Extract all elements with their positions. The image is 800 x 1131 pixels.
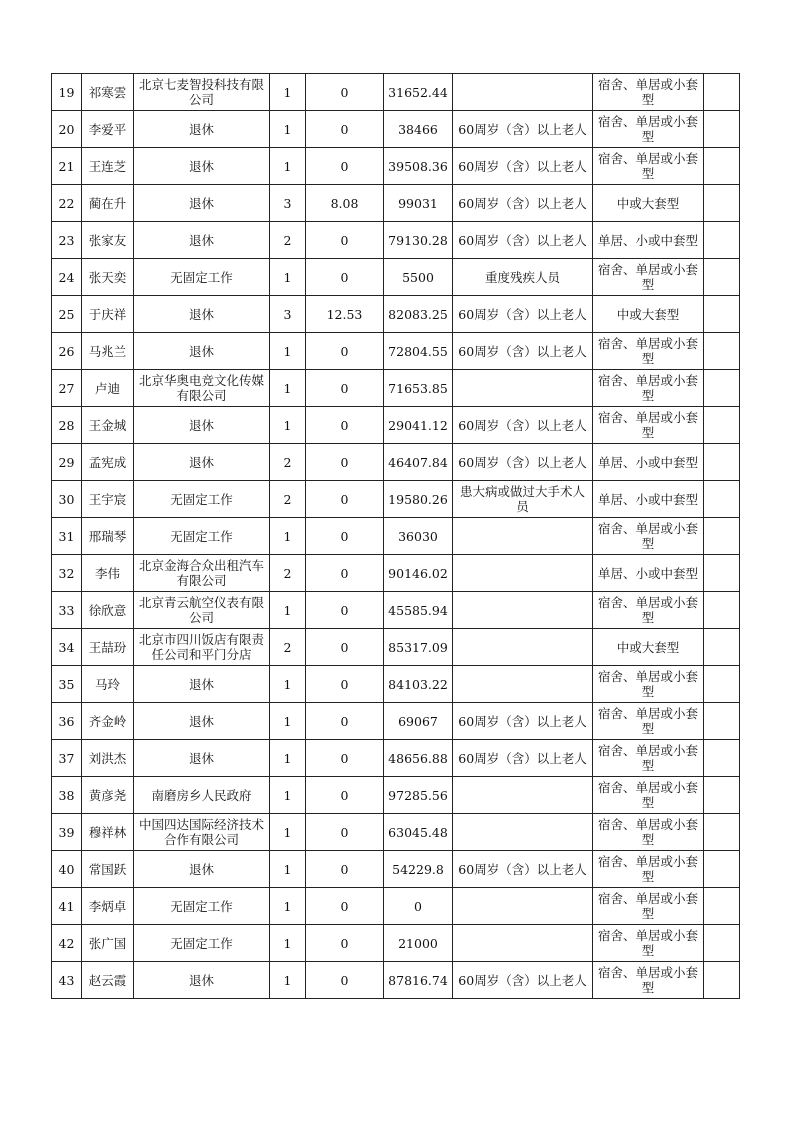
family-members-cell: 1 <box>270 148 306 185</box>
housing-type-cell: 宿舍、单居或小套型 <box>593 407 704 444</box>
income-cell: 79130.28 <box>384 222 453 259</box>
remark-cell <box>704 148 740 185</box>
row-number-cell: 40 <box>52 851 82 888</box>
housing-area-cell: 0 <box>306 111 384 148</box>
name-cell: 王宇宸 <box>82 481 134 518</box>
priority-category-cell: 60周岁（含）以上老人 <box>453 962 593 999</box>
family-members-cell: 2 <box>270 444 306 481</box>
name-cell: 张天奕 <box>82 259 134 296</box>
housing-area-cell: 0 <box>306 925 384 962</box>
family-members-cell: 1 <box>270 740 306 777</box>
housing-area-cell: 0 <box>306 703 384 740</box>
name-cell: 徐欣意 <box>82 592 134 629</box>
priority-category-cell: 60周岁（含）以上老人 <box>453 703 593 740</box>
remark-cell <box>704 333 740 370</box>
work-unit-cell: 无固定工作 <box>134 259 270 296</box>
row-number-cell: 20 <box>52 111 82 148</box>
name-cell: 于庆祥 <box>82 296 134 333</box>
priority-category-cell: 重度残疾人员 <box>453 259 593 296</box>
remark-cell <box>704 518 740 555</box>
name-cell: 李爱平 <box>82 111 134 148</box>
housing-area-cell: 0 <box>306 148 384 185</box>
housing-type-cell: 宿舍、单居或小套型 <box>593 74 704 111</box>
priority-category-cell <box>453 555 593 592</box>
family-members-cell: 1 <box>270 518 306 555</box>
housing-area-cell: 0 <box>306 666 384 703</box>
priority-category-cell: 60周岁（含）以上老人 <box>453 148 593 185</box>
row-number-cell: 37 <box>52 740 82 777</box>
table-row <box>52 888 740 925</box>
name-cell: 王喆玢 <box>82 629 134 666</box>
housing-type-cell: 单居、小或中套型 <box>593 555 704 592</box>
row-number-cell: 22 <box>52 185 82 222</box>
work-unit-cell: 退休 <box>134 666 270 703</box>
applicant-table <box>51 73 740 999</box>
income-cell: 5500 <box>384 259 453 296</box>
row-number-cell: 41 <box>52 888 82 925</box>
priority-category-cell: 患大病或做过大手术人员 <box>453 481 593 518</box>
table-row <box>52 962 740 999</box>
housing-area-cell: 0 <box>306 851 384 888</box>
priority-category-cell <box>453 814 593 851</box>
row-number-cell: 24 <box>52 259 82 296</box>
housing-type-cell: 单居、小或中套型 <box>593 222 704 259</box>
work-unit-cell: 退休 <box>134 703 270 740</box>
priority-category-cell: 60周岁（含）以上老人 <box>453 222 593 259</box>
remark-cell <box>704 259 740 296</box>
housing-type-cell: 单居、小或中套型 <box>593 444 704 481</box>
family-members-cell: 1 <box>270 74 306 111</box>
name-cell: 张广国 <box>82 925 134 962</box>
row-number-cell: 26 <box>52 333 82 370</box>
priority-category-cell <box>453 74 593 111</box>
row-number-cell: 27 <box>52 370 82 407</box>
income-cell: 63045.48 <box>384 814 453 851</box>
work-unit-cell: 退休 <box>134 185 270 222</box>
work-unit-cell: 北京华奥电竞文化传媒有限公司 <box>134 370 270 407</box>
income-cell: 99031 <box>384 185 453 222</box>
income-cell: 0 <box>384 888 453 925</box>
row-number-cell: 38 <box>52 777 82 814</box>
table-row <box>52 740 740 777</box>
table-row <box>52 148 740 185</box>
work-unit-cell: 退休 <box>134 962 270 999</box>
housing-type-cell: 中或大套型 <box>593 185 704 222</box>
work-unit-cell: 无固定工作 <box>134 518 270 555</box>
housing-area-cell: 0 <box>306 592 384 629</box>
priority-category-cell: 60周岁（含）以上老人 <box>453 185 593 222</box>
remark-cell <box>704 481 740 518</box>
table-row <box>52 185 740 222</box>
table-row <box>52 629 740 666</box>
priority-category-cell: 60周岁（含）以上老人 <box>453 296 593 333</box>
income-cell: 85317.09 <box>384 629 453 666</box>
remark-cell <box>704 407 740 444</box>
work-unit-cell: 北京金海合众出租汽车有限公司 <box>134 555 270 592</box>
name-cell: 张家友 <box>82 222 134 259</box>
row-number-cell: 39 <box>52 814 82 851</box>
remark-cell <box>704 370 740 407</box>
name-cell: 刘洪杰 <box>82 740 134 777</box>
income-cell: 97285.56 <box>384 777 453 814</box>
housing-area-cell: 0 <box>306 555 384 592</box>
remark-cell <box>704 851 740 888</box>
income-cell: 72804.55 <box>384 333 453 370</box>
family-members-cell: 2 <box>270 629 306 666</box>
income-cell: 48656.88 <box>384 740 453 777</box>
priority-category-cell <box>453 518 593 555</box>
income-cell: 29041.12 <box>384 407 453 444</box>
row-number-cell: 42 <box>52 925 82 962</box>
table-row <box>52 222 740 259</box>
priority-category-cell: 60周岁（含）以上老人 <box>453 444 593 481</box>
priority-category-cell <box>453 370 593 407</box>
income-cell: 54229.8 <box>384 851 453 888</box>
remark-cell <box>704 111 740 148</box>
priority-category-cell <box>453 592 593 629</box>
table-row <box>52 592 740 629</box>
family-members-cell: 1 <box>270 259 306 296</box>
family-members-cell: 1 <box>270 851 306 888</box>
priority-category-cell <box>453 888 593 925</box>
work-unit-cell: 无固定工作 <box>134 925 270 962</box>
family-members-cell: 1 <box>270 666 306 703</box>
name-cell: 蔺在升 <box>82 185 134 222</box>
table-row <box>52 666 740 703</box>
remark-cell <box>704 444 740 481</box>
priority-category-cell: 60周岁（含）以上老人 <box>453 333 593 370</box>
work-unit-cell: 北京七麦智投科技有限公司 <box>134 74 270 111</box>
housing-type-cell: 宿舍、单居或小套型 <box>593 259 704 296</box>
income-cell: 21000 <box>384 925 453 962</box>
remark-cell <box>704 740 740 777</box>
remark-cell <box>704 74 740 111</box>
family-members-cell: 1 <box>270 962 306 999</box>
income-cell: 38466 <box>384 111 453 148</box>
table-row <box>52 296 740 333</box>
housing-area-cell: 0 <box>306 518 384 555</box>
work-unit-cell: 中国四达国际经济技术合作有限公司 <box>134 814 270 851</box>
priority-category-cell <box>453 629 593 666</box>
name-cell: 齐金岭 <box>82 703 134 740</box>
priority-category-cell: 60周岁（含）以上老人 <box>453 111 593 148</box>
name-cell: 孟宪成 <box>82 444 134 481</box>
housing-area-cell: 0 <box>306 888 384 925</box>
priority-category-cell: 60周岁（含）以上老人 <box>453 407 593 444</box>
housing-area-cell: 0 <box>306 481 384 518</box>
housing-type-cell: 宿舍、单居或小套型 <box>593 962 704 999</box>
housing-area-cell: 0 <box>306 333 384 370</box>
family-members-cell: 1 <box>270 592 306 629</box>
work-unit-cell: 退休 <box>134 111 270 148</box>
table-row <box>52 814 740 851</box>
priority-category-cell <box>453 777 593 814</box>
row-number-cell: 43 <box>52 962 82 999</box>
work-unit-cell: 南磨房乡人民政府 <box>134 777 270 814</box>
work-unit-cell: 无固定工作 <box>134 888 270 925</box>
housing-area-cell: 0 <box>306 629 384 666</box>
family-members-cell: 1 <box>270 777 306 814</box>
housing-type-cell: 宿舍、单居或小套型 <box>593 111 704 148</box>
table-row <box>52 555 740 592</box>
table-row <box>52 111 740 148</box>
housing-type-cell: 中或大套型 <box>593 296 704 333</box>
income-cell: 82083.25 <box>384 296 453 333</box>
name-cell: 马兆兰 <box>82 333 134 370</box>
remark-cell <box>704 629 740 666</box>
housing-area-cell: 0 <box>306 74 384 111</box>
table-row <box>52 444 740 481</box>
work-unit-cell: 退休 <box>134 296 270 333</box>
work-unit-cell: 北京市四川饭店有限责任公司和平门分店 <box>134 629 270 666</box>
name-cell: 黄彦尧 <box>82 777 134 814</box>
family-members-cell: 3 <box>270 185 306 222</box>
family-members-cell: 1 <box>270 814 306 851</box>
remark-cell <box>704 962 740 999</box>
housing-type-cell: 宿舍、单居或小套型 <box>593 740 704 777</box>
priority-category-cell <box>453 925 593 962</box>
housing-type-cell: 宿舍、单居或小套型 <box>593 333 704 370</box>
row-number-cell: 28 <box>52 407 82 444</box>
row-number-cell: 35 <box>52 666 82 703</box>
family-members-cell: 1 <box>270 925 306 962</box>
income-cell: 69067 <box>384 703 453 740</box>
housing-area-cell: 0 <box>306 222 384 259</box>
housing-type-cell: 宿舍、单居或小套型 <box>593 925 704 962</box>
remark-cell <box>704 222 740 259</box>
family-members-cell: 1 <box>270 888 306 925</box>
work-unit-cell: 退休 <box>134 740 270 777</box>
housing-type-cell: 宿舍、单居或小套型 <box>593 888 704 925</box>
table-row <box>52 370 740 407</box>
name-cell: 祁寒雲 <box>82 74 134 111</box>
table-row <box>52 777 740 814</box>
row-number-cell: 34 <box>52 629 82 666</box>
work-unit-cell: 退休 <box>134 333 270 370</box>
row-number-cell: 29 <box>52 444 82 481</box>
housing-type-cell: 宿舍、单居或小套型 <box>593 148 704 185</box>
family-members-cell: 2 <box>270 555 306 592</box>
housing-area-cell: 0 <box>306 962 384 999</box>
name-cell: 李伟 <box>82 555 134 592</box>
remark-cell <box>704 185 740 222</box>
housing-type-cell: 宿舍、单居或小套型 <box>593 814 704 851</box>
name-cell: 常国跃 <box>82 851 134 888</box>
family-members-cell: 1 <box>270 703 306 740</box>
family-members-cell: 2 <box>270 222 306 259</box>
work-unit-cell: 退休 <box>134 222 270 259</box>
housing-type-cell: 宿舍、单居或小套型 <box>593 851 704 888</box>
housing-type-cell: 宿舍、单居或小套型 <box>593 518 704 555</box>
table-row <box>52 481 740 518</box>
housing-area-cell: 0 <box>306 259 384 296</box>
family-members-cell: 1 <box>270 370 306 407</box>
remark-cell <box>704 592 740 629</box>
row-number-cell: 25 <box>52 296 82 333</box>
row-number-cell: 31 <box>52 518 82 555</box>
remark-cell <box>704 296 740 333</box>
table-row <box>52 703 740 740</box>
name-cell: 穆祥林 <box>82 814 134 851</box>
family-members-cell: 1 <box>270 111 306 148</box>
housing-type-cell: 单居、小或中套型 <box>593 481 704 518</box>
table-row <box>52 518 740 555</box>
row-number-cell: 32 <box>52 555 82 592</box>
row-number-cell: 23 <box>52 222 82 259</box>
work-unit-cell: 退休 <box>134 407 270 444</box>
housing-type-cell: 宿舍、单居或小套型 <box>593 666 704 703</box>
work-unit-cell: 北京青云航空仪表有限公司 <box>134 592 270 629</box>
income-cell: 46407.84 <box>384 444 453 481</box>
table-row <box>52 259 740 296</box>
remark-cell <box>704 925 740 962</box>
housing-area-cell: 0 <box>306 740 384 777</box>
name-cell: 赵云霞 <box>82 962 134 999</box>
name-cell: 李炳卓 <box>82 888 134 925</box>
income-cell: 87816.74 <box>384 962 453 999</box>
name-cell: 马玲 <box>82 666 134 703</box>
table-row <box>52 925 740 962</box>
work-unit-cell: 无固定工作 <box>134 481 270 518</box>
row-number-cell: 30 <box>52 481 82 518</box>
work-unit-cell: 退休 <box>134 444 270 481</box>
income-cell: 90146.02 <box>384 555 453 592</box>
work-unit-cell: 退休 <box>134 851 270 888</box>
row-number-cell: 21 <box>52 148 82 185</box>
table-row <box>52 333 740 370</box>
remark-cell <box>704 555 740 592</box>
table-row <box>52 851 740 888</box>
housing-area-cell: 0 <box>306 407 384 444</box>
name-cell: 邢瑞琴 <box>82 518 134 555</box>
priority-category-cell: 60周岁（含）以上老人 <box>453 851 593 888</box>
name-cell: 卢迪 <box>82 370 134 407</box>
housing-area-cell: 0 <box>306 444 384 481</box>
housing-type-cell: 宿舍、单居或小套型 <box>593 777 704 814</box>
housing-area-cell: 12.53 <box>306 296 384 333</box>
housing-type-cell: 宿舍、单居或小套型 <box>593 703 704 740</box>
priority-category-cell <box>453 666 593 703</box>
family-members-cell: 2 <box>270 481 306 518</box>
name-cell: 王金城 <box>82 407 134 444</box>
housing-type-cell: 宿舍、单居或小套型 <box>593 370 704 407</box>
row-number-cell: 33 <box>52 592 82 629</box>
income-cell: 31652.44 <box>384 74 453 111</box>
remark-cell <box>704 888 740 925</box>
row-number-cell: 19 <box>52 74 82 111</box>
table-row <box>52 74 740 111</box>
table-body <box>52 74 740 999</box>
priority-category-cell: 60周岁（含）以上老人 <box>453 740 593 777</box>
remark-cell <box>704 666 740 703</box>
housing-area-cell: 0 <box>306 370 384 407</box>
housing-area-cell: 0 <box>306 777 384 814</box>
remark-cell <box>704 814 740 851</box>
income-cell: 45585.94 <box>384 592 453 629</box>
income-cell: 39508.36 <box>384 148 453 185</box>
work-unit-cell: 退休 <box>134 148 270 185</box>
name-cell: 王连芝 <box>82 148 134 185</box>
income-cell: 71653.85 <box>384 370 453 407</box>
remark-cell <box>704 777 740 814</box>
income-cell: 19580.26 <box>384 481 453 518</box>
housing-area-cell: 8.08 <box>306 185 384 222</box>
housing-area-cell: 0 <box>306 814 384 851</box>
housing-type-cell: 宿舍、单居或小套型 <box>593 592 704 629</box>
family-members-cell: 1 <box>270 407 306 444</box>
table-row <box>52 407 740 444</box>
row-number-cell: 36 <box>52 703 82 740</box>
income-cell: 84103.22 <box>384 666 453 703</box>
housing-type-cell: 中或大套型 <box>593 629 704 666</box>
family-members-cell: 1 <box>270 333 306 370</box>
family-members-cell: 3 <box>270 296 306 333</box>
income-cell: 36030 <box>384 518 453 555</box>
remark-cell <box>704 703 740 740</box>
